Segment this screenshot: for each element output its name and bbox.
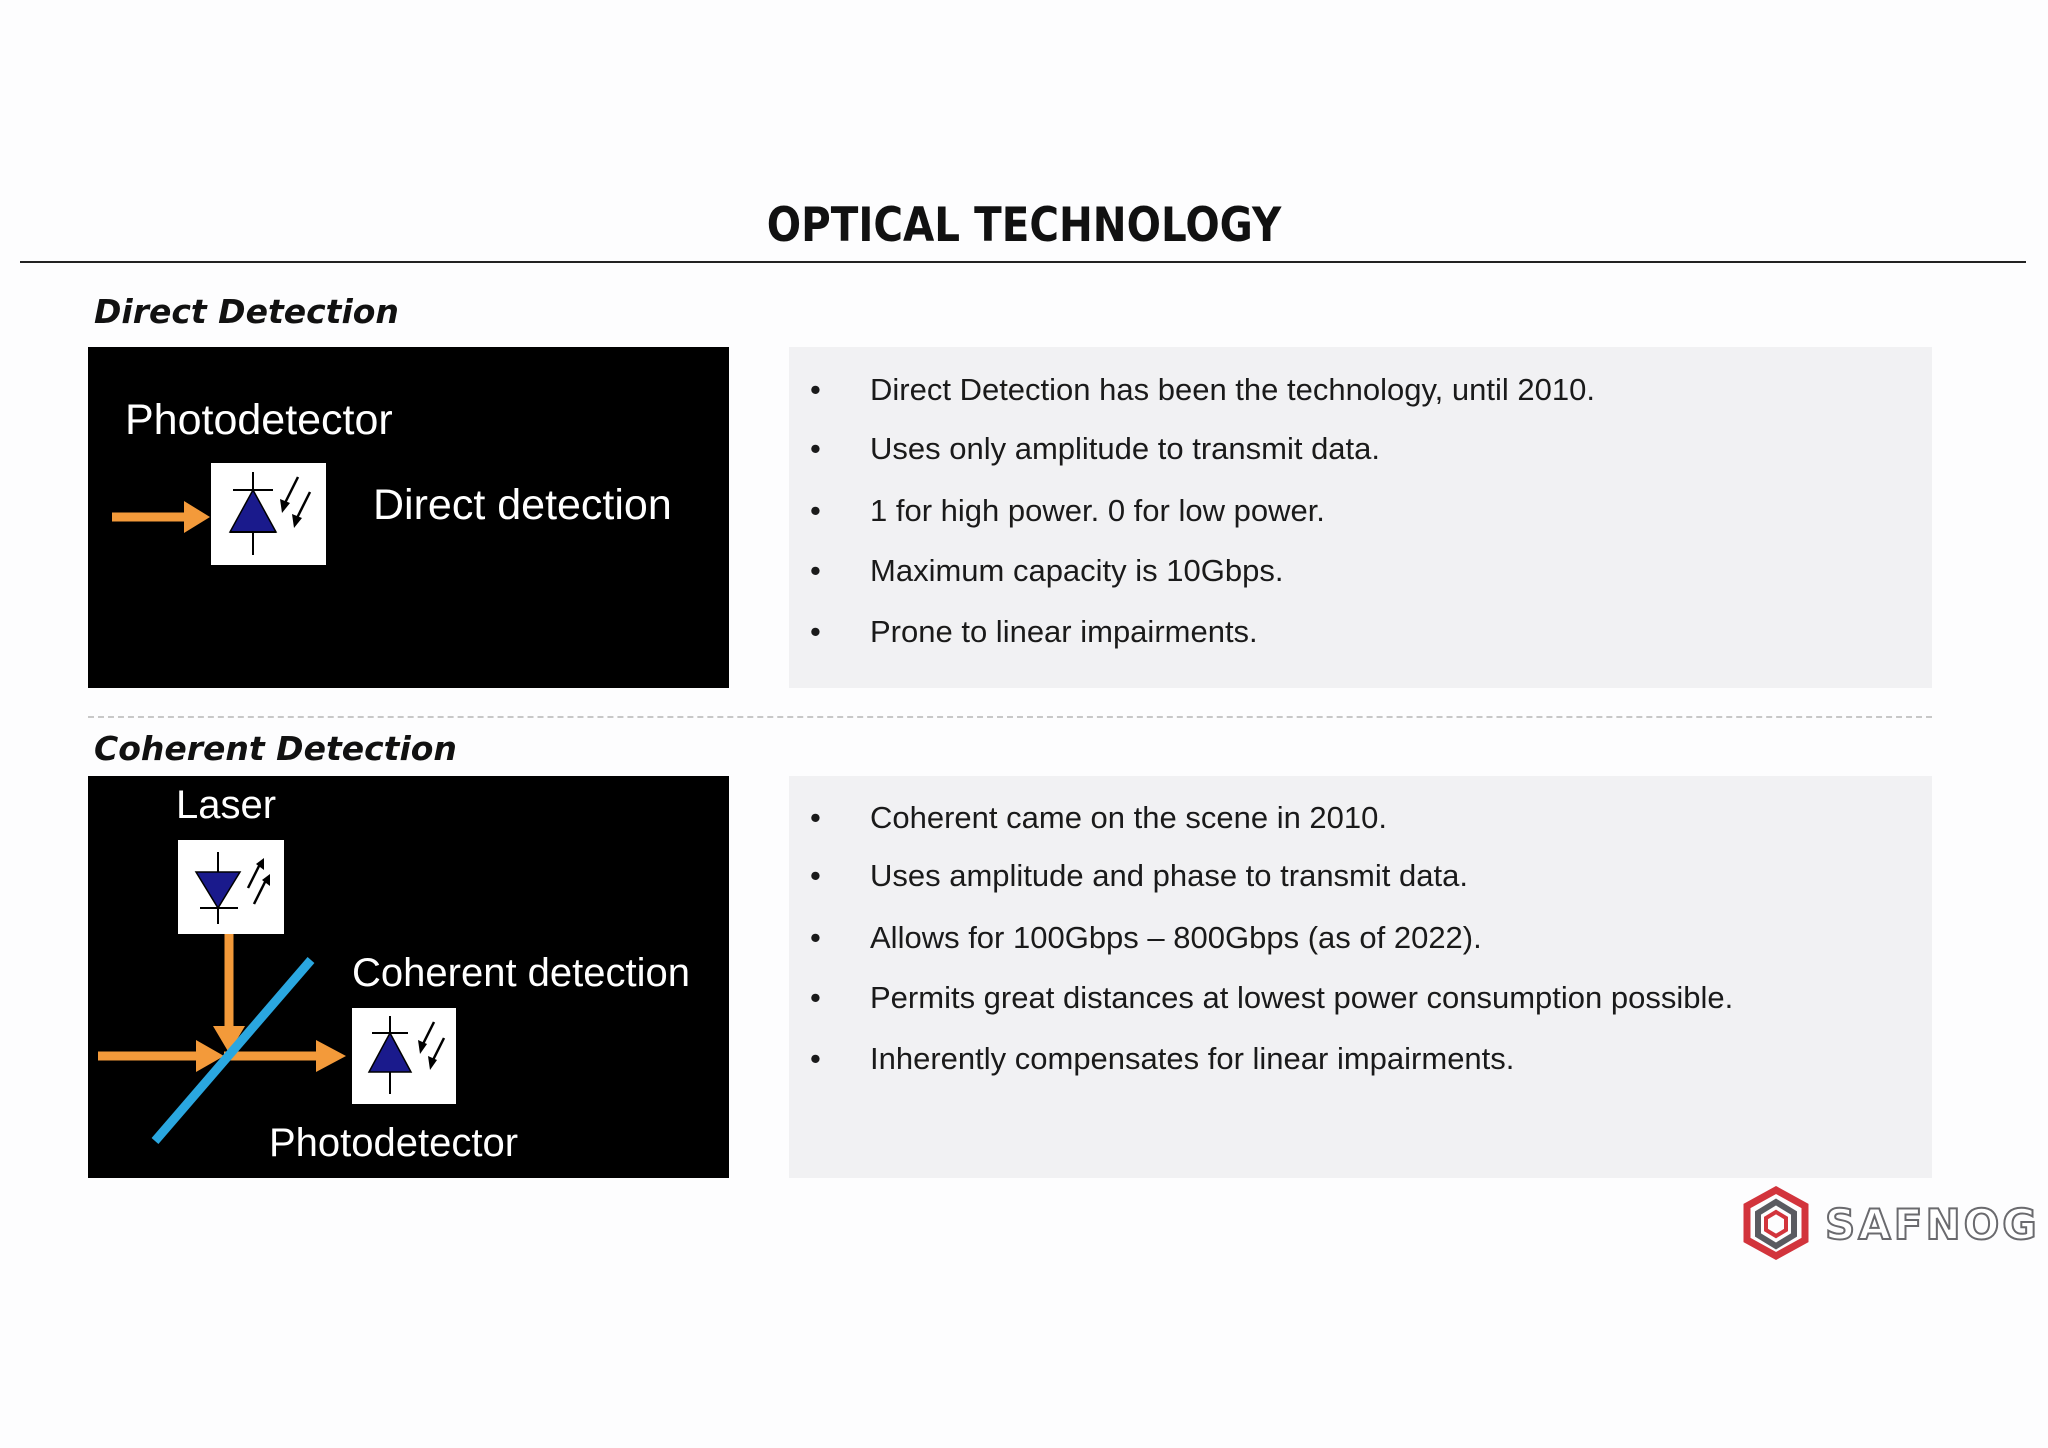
orange-beam-arrows	[98, 934, 346, 1072]
orange-beam-arrow	[112, 501, 210, 533]
safnog-hexagon-icon	[1741, 1186, 1811, 1262]
title-divider	[20, 261, 2026, 263]
photodiode-icon	[211, 463, 326, 565]
laser-label: Laser	[176, 783, 277, 827]
safnog-wordmark: SAFNOG	[1825, 1199, 2040, 1249]
direct-detection-heading: Direct Detection	[94, 292, 399, 331]
coherent-detection-diagram	[88, 776, 729, 1178]
photodetector-label: Photodetector	[269, 1121, 519, 1165]
photodetector-label: Photodetector	[125, 396, 393, 444]
direct-detection-diagram	[88, 347, 729, 688]
photodiode-icon	[352, 1008, 456, 1104]
laser-diode-icon	[178, 840, 284, 934]
coherent-detection-heading: Coherent Detection	[94, 729, 457, 768]
coherent-detection-caption: Coherent detection	[352, 951, 691, 995]
safnog-logo	[1741, 1186, 2040, 1262]
direct-detection-caption: Direct detection	[373, 481, 672, 529]
direct-detection-panel: • Direct Detection has been the technology, until 2010. • Uses only amplitude to transmit data. • 1 for high power. 0 for low power. • Maximum capacity is 10Gbps. • Prone to linear impairments.	[789, 347, 1932, 688]
page-title: OPTICAL TECHNOLOGY	[766, 198, 1282, 253]
coherent-detection-panel: • Coherent came on the scene in 2010. • Uses amplitude and phase to transmit data. • Allows for 100Gbps – 800Gbps (as of 2022). • Permits great distances at lowest power consumption possible. • Inherently compensates for linear impairments.	[789, 776, 1932, 1178]
section-divider	[88, 716, 1932, 718]
